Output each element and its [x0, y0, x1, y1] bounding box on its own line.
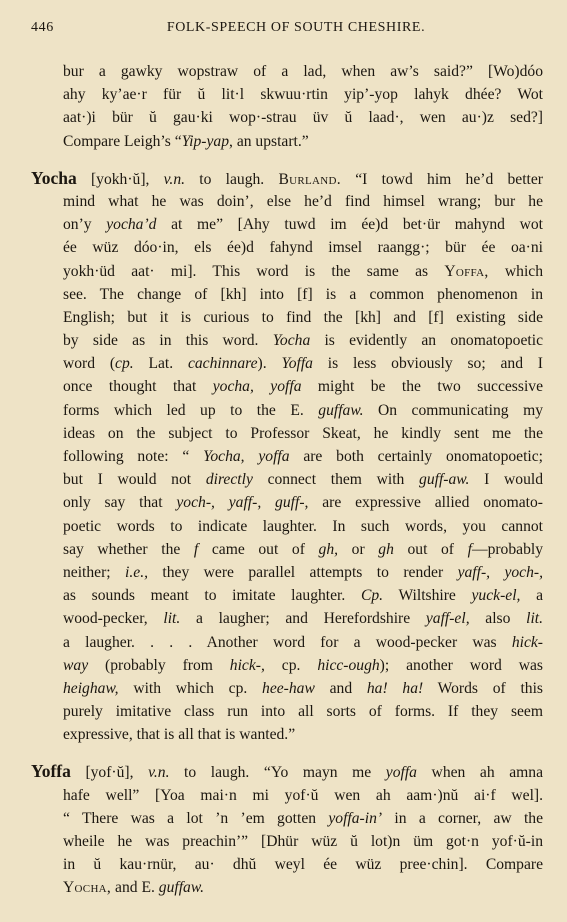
text-run: yokh·üd aat· mi]. This word is the same as — [63, 262, 445, 280]
text-run: , an upstart.” — [229, 132, 309, 150]
text-run: ahy ky’ae·r für ŭ lit·l skwuu·rtin yip’-yop lahyk dhée? Wot — [63, 86, 543, 104]
entry-gap — [31, 153, 543, 167]
page-number: 446 — [31, 20, 54, 35]
text-run: gh, — [318, 540, 339, 558]
text-line — [31, 236, 543, 259]
text-line — [31, 260, 543, 283]
text-line — [31, 607, 543, 630]
text-run: Yocha, — [63, 879, 112, 897]
text-run: Cp. — [360, 587, 384, 605]
text-run: with which cp. — [118, 679, 263, 697]
text-line — [31, 190, 543, 213]
text-run: yoffa — [385, 764, 417, 782]
text-run: word ( — [63, 355, 116, 373]
text-run: yaff-el, — [425, 610, 470, 628]
text-run: also — [469, 610, 527, 628]
text-run: are both certainly onomatopoetic; — [289, 448, 543, 465]
text-run: yocha’d — [106, 216, 157, 234]
text-run: connect them with — [252, 471, 420, 489]
text-line — [31, 445, 543, 468]
text-run: Lat. — [133, 355, 188, 373]
text-run: ). — [257, 355, 282, 373]
text-run: hicc-ough — [317, 656, 380, 674]
text-run: in a corner, aw the — [382, 809, 543, 827]
text-line — [31, 60, 543, 83]
text-line — [31, 399, 543, 422]
text-run: ée wüz dóo·in, els ée)d fahynd imsel raangg·; bür ée oa·ni — [63, 239, 543, 257]
text-run: are expressive allied onomato- — [308, 494, 543, 512]
text-line — [31, 538, 543, 561]
text-line — [31, 468, 543, 491]
text-run: as sounds meant to imitate laughter. — [63, 587, 361, 605]
text-run: at me” [Ahy tuwd im ée)d bet·ür mahynd wot — [156, 216, 543, 234]
text-line — [31, 213, 543, 236]
text-run: a laugher. . . . Another word for a wood-pecker was — [63, 633, 512, 651]
headword: Yocha — [31, 167, 77, 188]
text-run: wood-pecker, — [63, 610, 164, 628]
text-run: [yokh·ŭ], — [76, 170, 164, 188]
text-line — [31, 584, 543, 607]
text-run: out of — [393, 540, 468, 558]
text-run: Yip-yap — [181, 132, 230, 150]
text-run: i.e., — [125, 563, 148, 581]
text-line — [31, 83, 543, 106]
text-run: once thought that — [63, 378, 213, 396]
text-run: might be the two successive — [301, 378, 543, 396]
text-line — [31, 130, 543, 153]
text-run: Words of this — [423, 679, 543, 697]
text-run: and E. — [111, 879, 159, 897]
text-line — [31, 760, 543, 783]
text-run: Wiltshire — [383, 587, 472, 605]
text-line — [31, 515, 543, 538]
text-line — [31, 853, 543, 876]
text-line — [31, 561, 543, 584]
text-run: aat·)i bür ŭ gau·ki wop·-strau üv ŭ laad·, wen au·)z sed?] — [63, 109, 543, 127]
text-line — [31, 352, 543, 375]
text-run: bur a gawky wopstraw of a lad, when aw’s said?” [Wo)dóo — [63, 63, 543, 80]
text-run: gh — [378, 540, 394, 558]
text-run: cp. — [264, 656, 318, 674]
text-run: and — [314, 679, 367, 697]
text-run: Yocha, yoffa — [203, 448, 290, 465]
text-run: On communicating my — [363, 401, 543, 419]
text-run: heighaw, — [63, 679, 119, 697]
text-line — [31, 807, 543, 830]
text-run: cachinnare — [187, 355, 258, 373]
headword: Yoffa — [31, 761, 71, 782]
text-run: neither; — [63, 563, 126, 581]
body-text — [31, 60, 543, 900]
text-run: following note: “ — [63, 448, 204, 465]
text-run: [yof·ŭ], — [70, 764, 149, 782]
text-run: Yoffa, — [444, 262, 489, 280]
text-run: yoffa-in’ — [328, 809, 383, 827]
text-run: came out of — [198, 540, 319, 558]
text-run: v.n. — [163, 170, 186, 188]
text-run: Burland. — [278, 170, 341, 188]
text-run: or — [338, 540, 379, 558]
text-run: by side as in this word. — [63, 332, 273, 350]
text-run: ideas on the subject to Professor Skeat, he kindly sent me the — [63, 424, 543, 442]
text-run: English; but it is curious to find the [kh] and [f] existing side — [63, 308, 543, 326]
text-line — [31, 106, 543, 129]
text-line — [31, 631, 543, 654]
text-line — [31, 422, 543, 445]
text-run: guffaw. — [158, 879, 204, 897]
text-run: see. The change of [kh] into [f] is a common phenomenon in — [63, 285, 543, 303]
text-run: yoch-, yaff-, guff-, — [176, 494, 309, 512]
text-run: on’y — [63, 216, 107, 234]
text-run: forms which led up to the E. — [63, 401, 319, 419]
text-run: but I would not — [63, 471, 206, 489]
text-run: only say that — [63, 494, 177, 512]
text-run: ); another word was — [379, 656, 543, 674]
text-run: Compare Leigh’s “ — [63, 132, 182, 150]
text-run: (probably from — [88, 656, 230, 674]
text-run: when ah amna — [416, 764, 543, 782]
entry-gap — [31, 746, 543, 760]
text-run: directly — [205, 471, 253, 489]
text-line — [31, 167, 543, 190]
text-run: Yocha — [272, 332, 311, 350]
text-run: yocha, yoffa — [212, 378, 302, 396]
text-run: “I towd him he’d better — [340, 170, 543, 188]
text-run: lit. — [163, 610, 181, 628]
text-line — [31, 654, 543, 677]
text-line — [31, 491, 543, 514]
text-run: yaff-, yoch-, — [457, 563, 543, 581]
text-run: a — [520, 587, 543, 605]
text-run: —probably — [471, 540, 543, 558]
text-line — [31, 283, 543, 306]
running-header — [31, 20, 531, 44]
text-line — [31, 723, 543, 746]
text-line — [31, 784, 543, 807]
text-run: lit. — [526, 610, 543, 628]
text-run: to laugh. “Yo mayn me — [169, 764, 386, 782]
text-run: is evidently an onomatopoetic — [310, 332, 543, 350]
text-line — [31, 306, 543, 329]
text-run: in ŭ kau·rnür, au· dhŭ weyl ée wüz pree·chin]. Compare — [63, 856, 543, 874]
text-run: guffaw. — [318, 401, 364, 419]
text-run: hee-haw — [262, 679, 315, 697]
text-run: expressive, that is all that is wanted.” — [63, 726, 296, 744]
text-line — [31, 700, 543, 723]
running-title: FOLK-SPEECH OF SOUTH CHESHIRE. — [166, 20, 426, 35]
text-run: guff-aw. — [419, 471, 470, 489]
text-run: poetic words to indicate laughter. In such words, you cannot — [63, 517, 543, 535]
text-run: way — [63, 656, 89, 674]
text-run: wheile he was preachin’” [Dhür wüz ŭ lot)n üm got·n yof·ŭ-in — [63, 833, 543, 850]
text-run: hick-, — [229, 656, 265, 674]
text-line — [31, 677, 543, 700]
text-run: “ There was a lot ’n ’em gotten — [63, 809, 329, 827]
text-run: cp. — [115, 355, 134, 373]
text-run: purely imitative class run into all sorts of forms. If they seem — [63, 703, 543, 721]
text-run: f — [467, 540, 472, 558]
text-run: say whether the — [63, 540, 194, 558]
text-run: v.n. — [148, 764, 170, 782]
text-run: they were parallel attempts to render — [148, 563, 458, 581]
text-run: which — [488, 262, 543, 280]
text-run: yuck-el, — [471, 587, 521, 605]
text-run: hick- — [511, 633, 543, 651]
text-line — [31, 375, 543, 398]
text-run: Yoffa — [281, 355, 313, 373]
text-run: f — [193, 540, 199, 558]
text-run: a laugher; and Herefordshire — [180, 610, 426, 628]
text-line — [31, 830, 543, 853]
text-run: ha! ha! — [366, 679, 424, 697]
text-run: to laugh. — [185, 170, 279, 188]
text-line — [31, 329, 543, 352]
text-run: I would — [469, 471, 543, 489]
text-run: hafe well” [Yoa mai·n mi yof·ŭ wen ah aam·)nŭ ai·f wel]. — [63, 786, 543, 804]
text-run: is less obviously so; and I — [312, 355, 543, 373]
text-line — [31, 876, 543, 899]
text-run: mind what he was doin’, else he’d find himsel wrang; bur he — [63, 192, 543, 210]
